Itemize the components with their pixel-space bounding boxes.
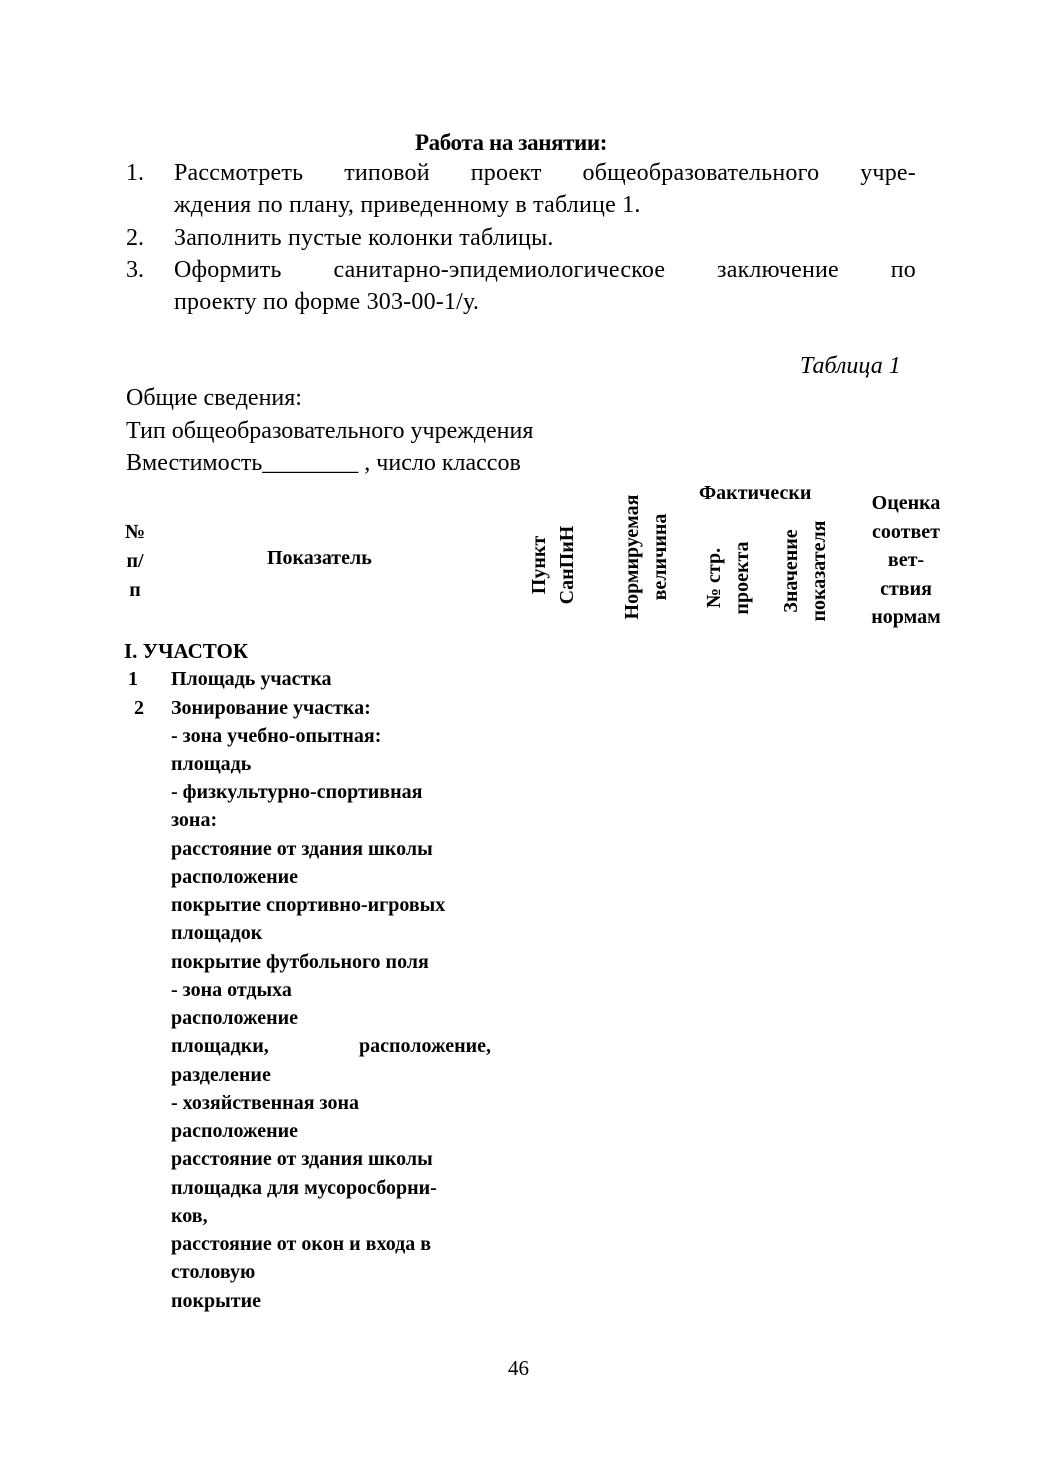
header-number-line: № bbox=[124, 521, 146, 543]
header-number-line: п bbox=[129, 579, 141, 601]
header-assessment-line: вет- bbox=[887, 549, 925, 571]
table-row: - физкультурно-спортивная bbox=[171, 781, 423, 803]
word: расположение, bbox=[358, 1035, 491, 1057]
table-row: покрытие футбольного поля bbox=[171, 951, 429, 973]
table-row: - хозяйственная зона bbox=[171, 1092, 359, 1114]
page-title: Работа на занятии: bbox=[415, 130, 607, 155]
header-number bbox=[124, 518, 146, 605]
table-row: расположение bbox=[171, 1120, 299, 1142]
task-number: 2. bbox=[126, 225, 144, 251]
word: площадки, bbox=[171, 1035, 269, 1057]
table-row: покрытие спортивно-игровых bbox=[171, 894, 446, 916]
row-number: 2 bbox=[134, 697, 144, 719]
table-row bbox=[171, 1035, 491, 1058]
task-3-line-1 bbox=[174, 257, 916, 284]
header-page-line: № стр. bbox=[703, 547, 725, 609]
table-row: Зонирование участка: bbox=[171, 697, 371, 719]
header-norm-line: величина bbox=[649, 513, 671, 601]
table-row: покрытие bbox=[171, 1290, 262, 1312]
capacity-line: Вместимость________ , число классов bbox=[126, 450, 521, 476]
header-sanpin bbox=[525, 510, 585, 620]
word: по bbox=[890, 257, 916, 283]
header-value-line: Значение bbox=[780, 529, 802, 613]
general-heading: Общие сведения: bbox=[126, 385, 302, 411]
word: санитарно-эпидемиологическое bbox=[333, 257, 666, 283]
word: проект bbox=[470, 160, 542, 186]
header-page bbox=[700, 518, 760, 638]
word: учре- bbox=[860, 160, 916, 186]
word: типовой bbox=[344, 160, 430, 186]
section-title: I. УЧАСТОК bbox=[124, 639, 249, 663]
header-assessment-line: соответ bbox=[872, 520, 940, 543]
header-value-line: показателя bbox=[808, 520, 830, 622]
header-page-line: проекта bbox=[731, 541, 753, 615]
header-assessment-line: нормам bbox=[871, 606, 941, 628]
table-row: - зона учебно-опытная: bbox=[171, 725, 382, 747]
task-number: 1. bbox=[126, 160, 144, 186]
table-caption: Таблица 1 bbox=[800, 353, 901, 379]
table-row: разделение bbox=[171, 1064, 271, 1086]
table-row: ков, bbox=[171, 1205, 208, 1227]
table-row: - зона отдыха bbox=[171, 979, 292, 1001]
table-row: расстояние от здания школы bbox=[171, 838, 433, 860]
word: Оформить bbox=[174, 257, 282, 283]
table-row: площадок bbox=[171, 922, 263, 944]
word: Рассмотреть bbox=[174, 160, 304, 186]
table-row: площадь bbox=[171, 753, 252, 775]
task-2-line-1: Заполнить пустые колонки таблицы. bbox=[174, 225, 554, 251]
header-norm bbox=[618, 477, 678, 637]
table-row: площадка для мусоросборни- bbox=[171, 1177, 437, 1199]
header-norm-line: Нормируемая bbox=[621, 494, 643, 620]
word: заключение bbox=[717, 257, 839, 283]
page-number: 46 bbox=[508, 1356, 529, 1380]
table-row: расстояние от окон и входа в bbox=[171, 1233, 432, 1255]
institution-type-line: Тип общеобразовательного учреждения bbox=[126, 418, 534, 444]
header-indicator: Показатель bbox=[267, 547, 372, 569]
task-1-line-2: ждения по плану, приведенному в таблице 1. bbox=[174, 192, 641, 218]
table-row: столовую bbox=[171, 1261, 256, 1283]
word: общеобразовательного bbox=[582, 160, 820, 186]
header-assessment-line: ствия bbox=[880, 577, 932, 600]
header-assessment bbox=[858, 489, 954, 632]
table-row: расположение bbox=[171, 866, 299, 888]
table-row: расстояние от здания школы bbox=[171, 1148, 433, 1170]
header-value bbox=[777, 506, 837, 636]
task-3-line-2: проекту по форме 303-00-1/у. bbox=[174, 289, 480, 315]
header-number-line: п/ bbox=[126, 550, 144, 572]
task-1-line-1 bbox=[174, 160, 916, 187]
task-number: 3. bbox=[126, 257, 144, 283]
table-row: расположение bbox=[171, 1007, 299, 1029]
table-row: зона: bbox=[171, 809, 218, 831]
header-assessment-line: Оценка bbox=[871, 492, 941, 514]
header-actual: Фактически bbox=[699, 482, 812, 504]
table-row: Площадь участка bbox=[171, 668, 332, 690]
header-sanpin-line: Пункт bbox=[528, 535, 550, 595]
row-number: 1 bbox=[128, 668, 138, 690]
table-body bbox=[171, 668, 501, 1348]
header-sanpin-line: СанПиН bbox=[556, 525, 578, 605]
